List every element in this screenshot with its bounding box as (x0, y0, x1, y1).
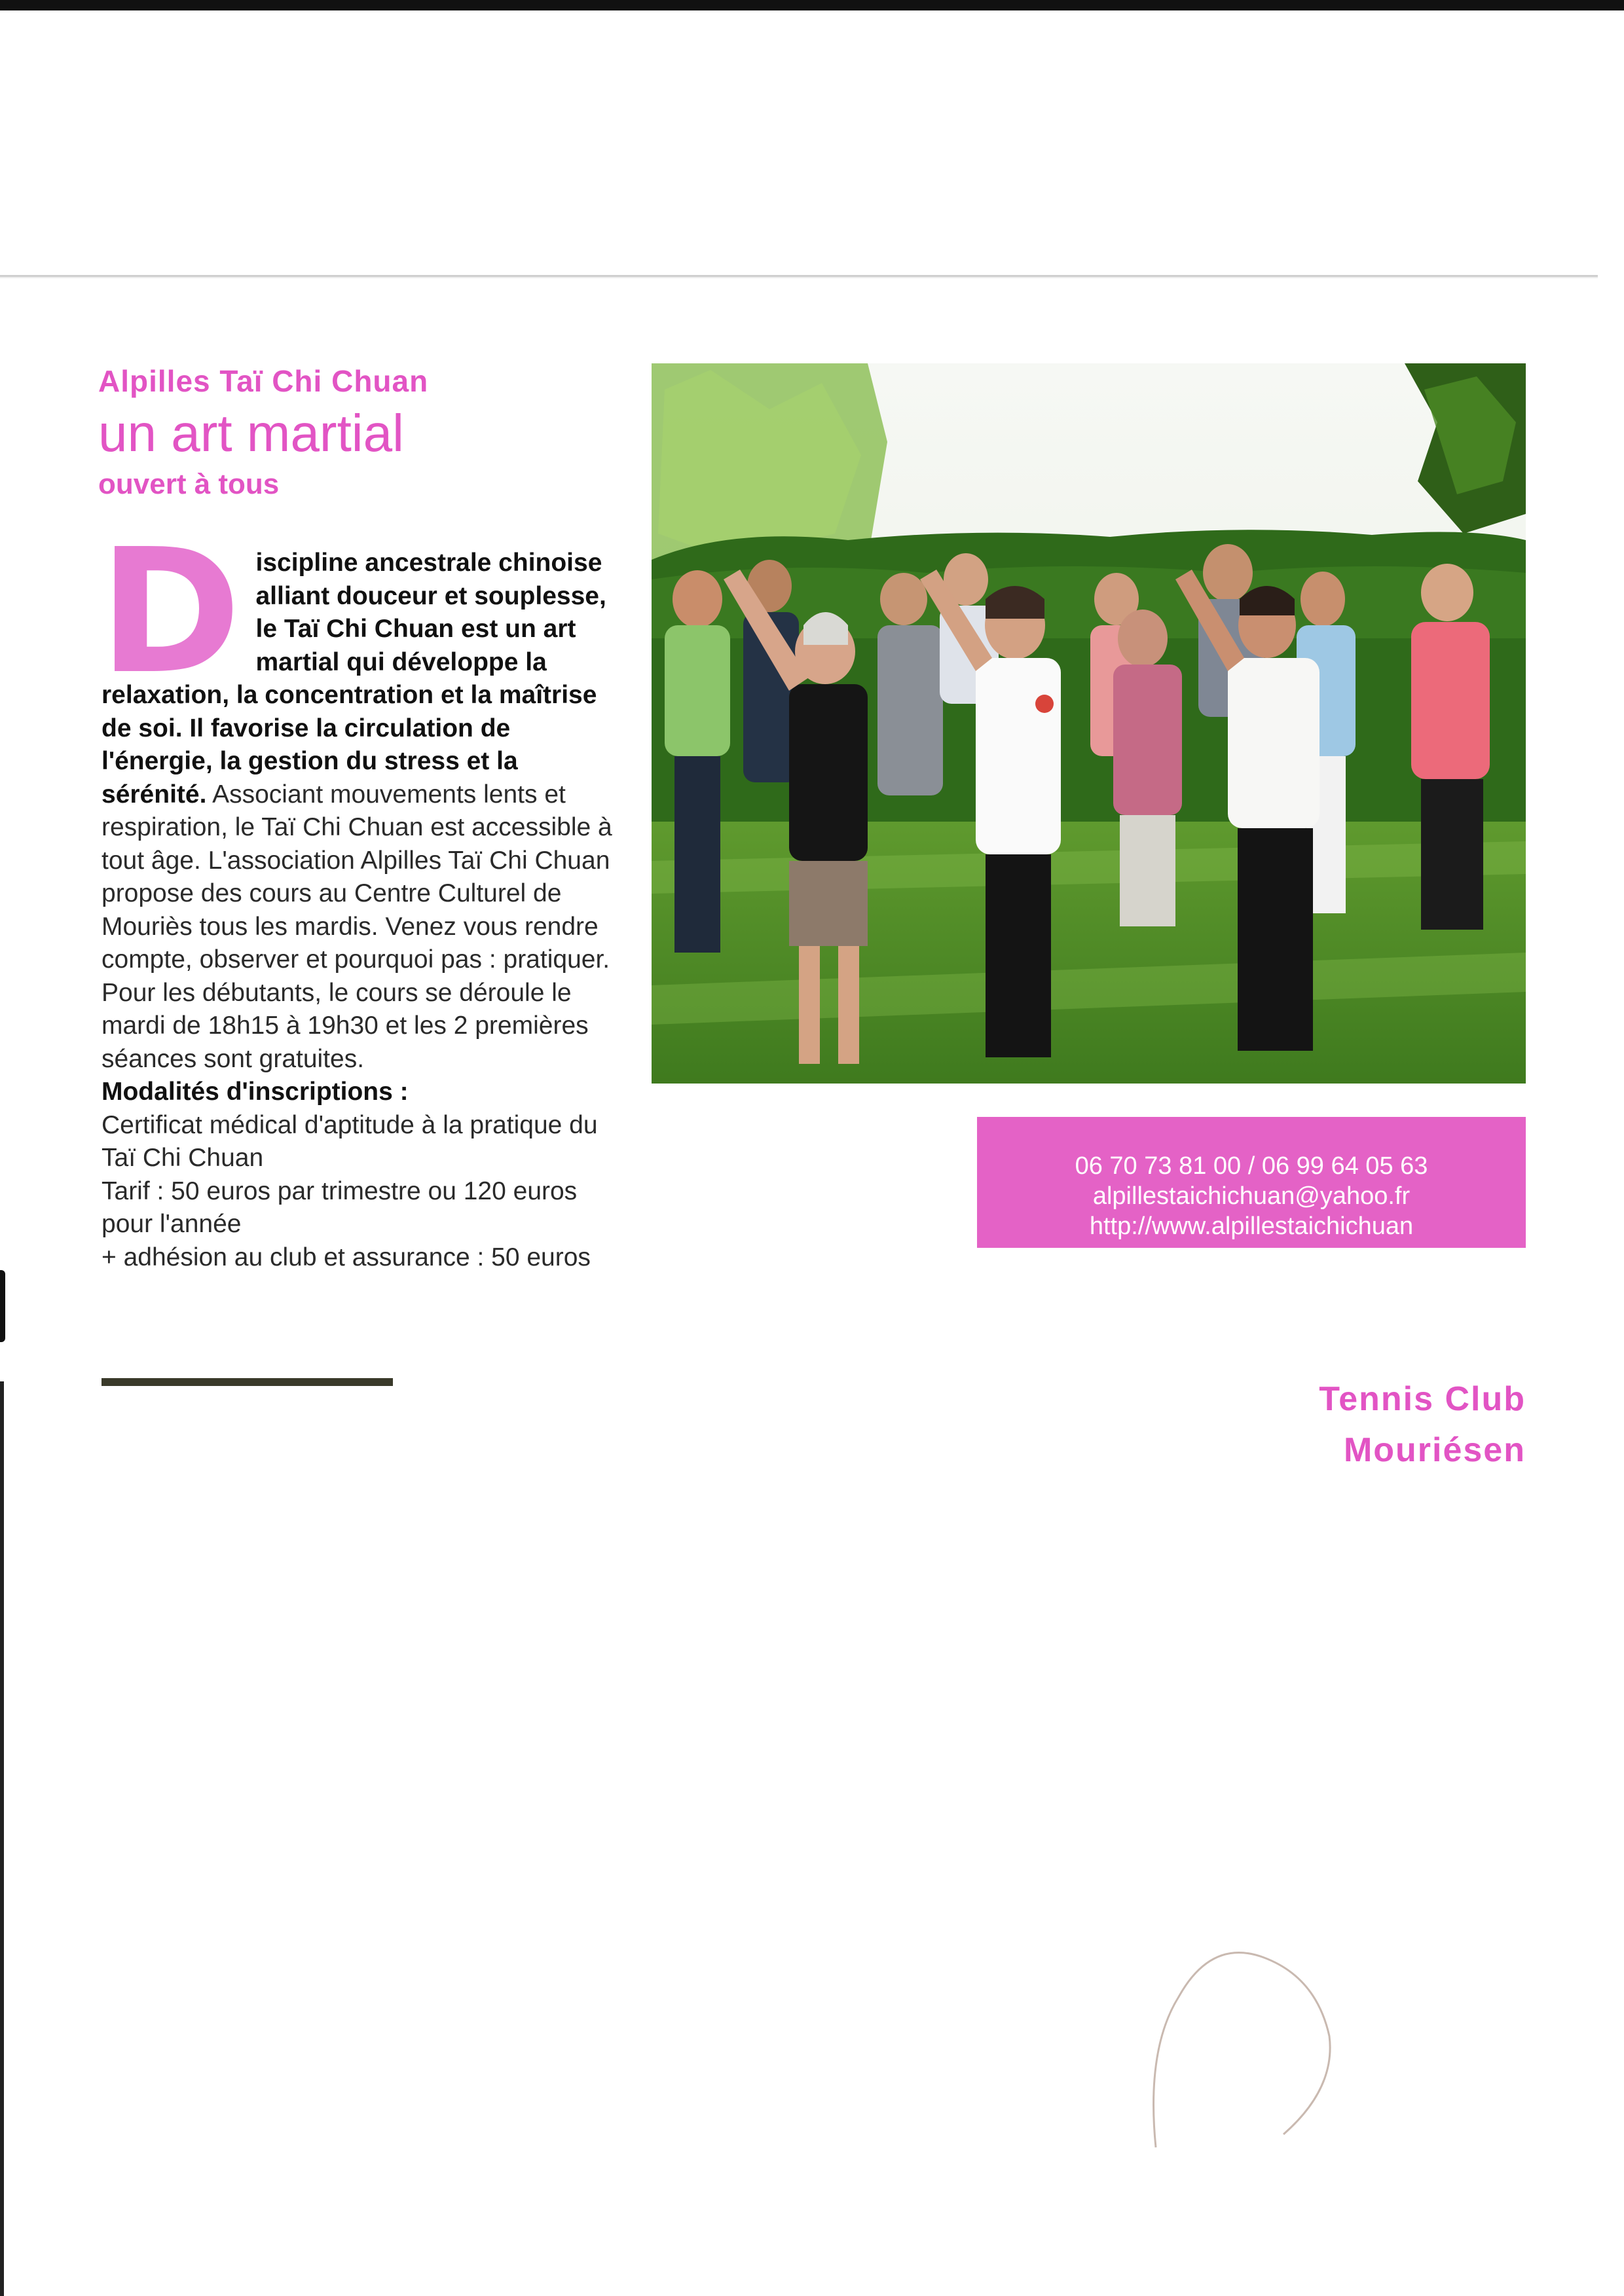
scan-edge-mark-lower (0, 1381, 4, 2296)
modalites-line: Certificat médical d'aptitude à la pratique du Taï Chi Chuan (101, 1110, 598, 1172)
next-article-title: Tennis Club Mouriésen (1319, 1380, 1526, 1469)
group-tai-chi-photo-icon (652, 363, 1526, 1084)
pen-stroke-mark (1139, 1918, 1336, 2180)
contact-phones: 06 70 73 81 00 / 06 99 64 05 63 (1075, 1152, 1428, 1180)
modalites-line: + adhésion au club et assurance : 50 euros (101, 1243, 591, 1271)
drop-cap: D (99, 512, 242, 712)
scan-top-edge (0, 0, 1624, 10)
body-paragraph: Associant mouvements lents et respiration, le Taï Chi Chuan est accessible à tout âge. L'association Alpilles Taï Chi Chuan propose des cours au Centre Culturel de Mouriès tous les mardis. Venez vous rendre compte, observer et pourquoi pas : pratiquer. Pour les débutants, le cours se déroule le mardi de 18h15 à 19h30 et les 2 premières séances sont gratuites. (101, 780, 612, 1073)
contact-email: alpillestaichichuan@yahoo.fr (1092, 1182, 1411, 1210)
group-photo (652, 363, 1526, 1084)
article-kicker: Alpilles Taï Chi Chuan (98, 364, 429, 398)
contact-website: http://www.alpillestaichichuan (1089, 1212, 1414, 1240)
article-body (99, 512, 625, 1274)
contact-box (977, 1117, 1526, 1248)
lead-paragraph: iscipline ancestrale chinoise alliant douceur et souplesse, le Taï Chi Chuan est un art martial qui développe la relaxation, la concentration et la maîtrise de soi. Il favorise la circulation de l'énergie, la gestion du stress et la sérénité. (101, 549, 606, 809)
scan-edge-mark (0, 1270, 5, 1342)
next-article-thumbnail (101, 1378, 393, 1386)
fold-line-shadow (0, 277, 1598, 278)
article-subhead: ouvert à tous (98, 468, 280, 500)
article-headline: un art martial (98, 404, 404, 462)
modalites-title: Modalités d'inscriptions : (101, 1078, 409, 1106)
modalites-line: Tarif : 50 euros par trimestre ou 120 euros pour l'année (101, 1176, 578, 1238)
